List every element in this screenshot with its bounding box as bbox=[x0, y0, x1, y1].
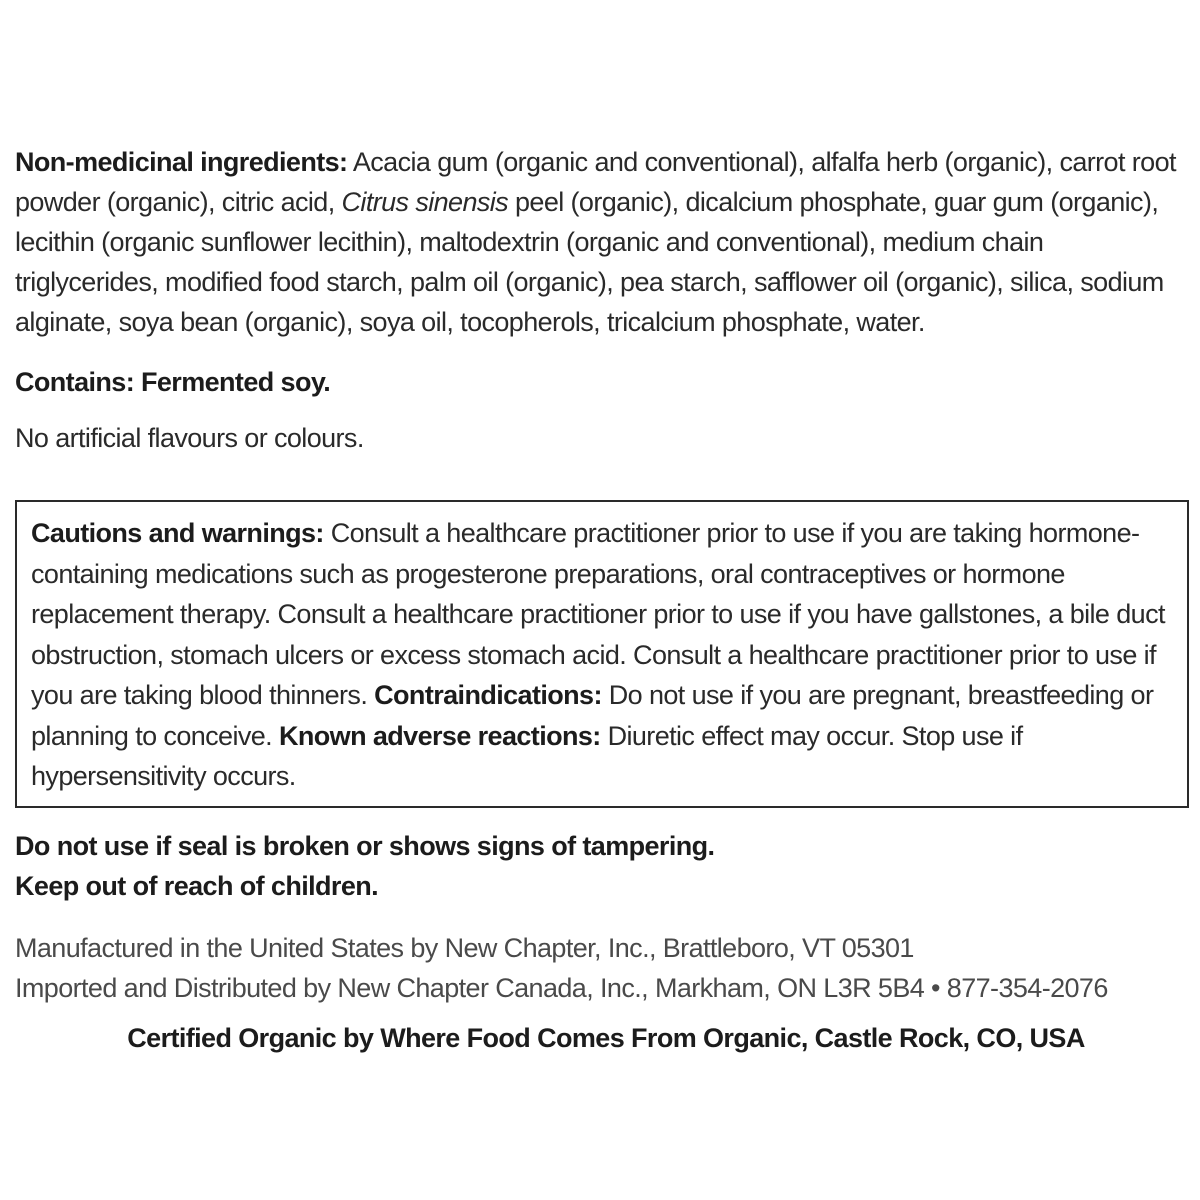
adverse-reactions-text: Diuretic effect may occur. Stop use if hypersensitivity occurs. bbox=[31, 720, 1023, 791]
ingredients-italic-name: Citrus sinensis bbox=[341, 187, 509, 217]
cautions-text: Consult a healthcare practitioner prior to use if you are taking hormone-containing medications such as progesterone preparations, oral contraceptives or hormone replacement therapy. Consult a healthcare practitioner prior to use if you have gallstones, a bile duct obstruction, stomach ulcers or excess stomach acid. Consult a healthcare practitioner prior to use if you are taking blood thinners. bbox=[31, 518, 1165, 710]
ingredients-heading: Non-medicinal ingredients: bbox=[15, 147, 348, 177]
contraindications-text: Do not use if you are pregnant, breastfeeding or planning to conceive. bbox=[31, 680, 1154, 751]
no-artificial-statement: No artificial flavours or colours. bbox=[15, 423, 364, 453]
adverse-reactions-heading: Known adverse reactions: bbox=[278, 720, 601, 751]
contains-statement: Contains: Fermented soy. bbox=[15, 367, 331, 397]
cautions-box bbox=[15, 500, 1189, 808]
ingredients-text-part-2: peel (organic), dicalcium phosphate, guar gum (organic), lecithin (organic sunflower lecithin), maltodextrin (organic and conventional), medium chain triglycerides, modified food starch, palm oil (organic), pea starch, safflower oil (organic), silica, sodium alginate, soya bean (organic), soya oil, tocopherols, tricalcium phosphate, water. bbox=[15, 187, 1164, 337]
cautions-heading: Cautions and warnings: bbox=[31, 518, 324, 548]
ingredients-text-part-1: Acacia gum (organic and conventional), alfalfa herb (organic), carrot root powder (organic), citric acid, bbox=[15, 147, 1176, 217]
organic-certification: Certified Organic by Where Food Comes From Organic, Castle Rock, CO, USA bbox=[127, 1022, 1085, 1053]
children-warning: Keep out of reach of children. bbox=[15, 870, 379, 901]
tamper-warning: Do not use if seal is broken or shows signs of tampering. bbox=[15, 830, 715, 861]
cautions-paragraph bbox=[31, 513, 1173, 797]
contraindications-heading: Contraindications: bbox=[374, 680, 602, 710]
product-label bbox=[15, 142, 1187, 1058]
importer-line: Imported and Distributed by New Chapter Canada, Inc., Markham, ON L3R 5B4 • 877-354-2076 bbox=[15, 972, 1108, 1003]
non-medicinal-ingredients bbox=[15, 142, 1187, 342]
manufacturer-line: Manufactured in the United States by New Chapter, Inc., Brattleboro, VT 05301 bbox=[15, 932, 914, 963]
